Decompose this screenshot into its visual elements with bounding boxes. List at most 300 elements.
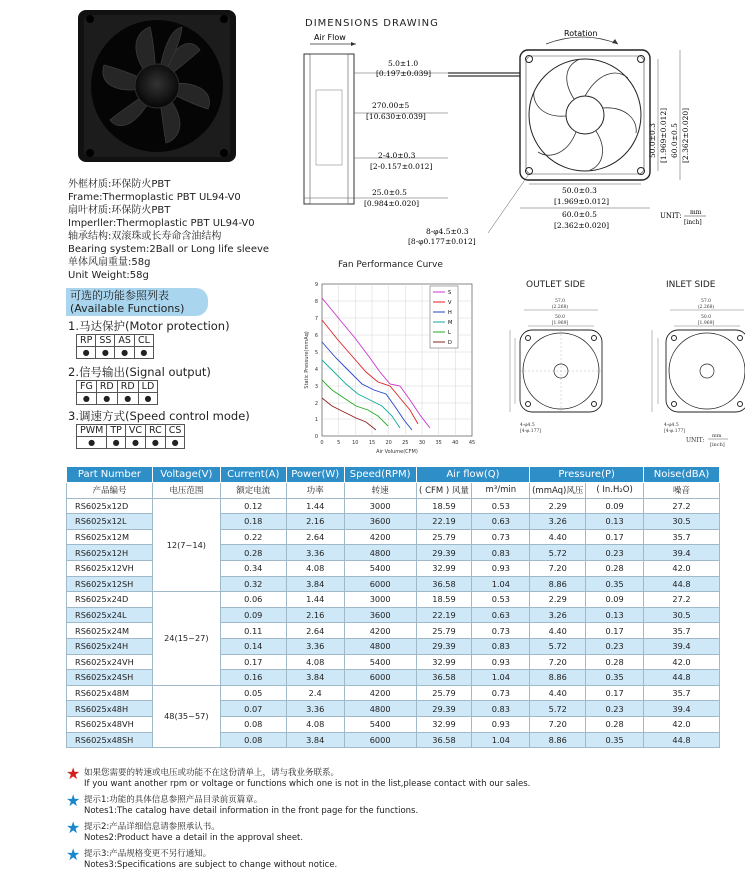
star-icon: ★: [66, 791, 81, 810]
voltage-cell: 48(35~57): [152, 685, 220, 747]
legend-label: V: [448, 300, 452, 306]
table-cell: 35.7: [644, 685, 720, 701]
dot-cell: ●: [146, 437, 166, 449]
table-cell: 18.59: [416, 498, 472, 514]
dim-label: 4-φ4.5: [520, 423, 535, 428]
x-tick: 45: [468, 440, 476, 446]
voltage-cell: 24(15~27): [152, 592, 220, 686]
table-cell: 30.5: [644, 514, 720, 530]
table-cell: 39.4: [644, 638, 720, 654]
table-cell: 0.23: [586, 701, 644, 717]
part-number-cell: RS6025x12H: [67, 545, 153, 561]
table-cell: 1.44: [286, 498, 344, 514]
table-cell: 4800: [344, 638, 416, 654]
spec-line: 单体风扇重量:58g: [68, 257, 151, 268]
table-cell: 1.04: [472, 670, 530, 686]
code-cell: AS: [115, 335, 135, 347]
dim-label: 50.0: [554, 315, 566, 320]
table-cell: 0.17: [586, 529, 644, 545]
functions-title-en: (Available Functions): [70, 302, 185, 315]
table-cell: 0.23: [586, 638, 644, 654]
dim-label: [2.362±0.020]: [554, 221, 610, 230]
dim-label: 2-4.0±0.3: [378, 151, 416, 160]
spec-line: 扇叶材质:环保防火PBT: [68, 205, 171, 216]
code-cell: LD: [138, 381, 158, 393]
table-cell: 0.83: [472, 638, 530, 654]
inlet-side-view: [630, 280, 745, 450]
code-cell: RC: [146, 425, 166, 437]
table-cell: 0.14: [220, 638, 286, 654]
table-cell: 35.7: [644, 623, 720, 639]
unit-label: UNIT:: [686, 437, 705, 444]
table-cell: 4800: [344, 545, 416, 561]
table-cell: 0.09: [586, 592, 644, 608]
note-item: [66, 764, 666, 789]
table-cell: 0.13: [586, 514, 644, 530]
table-cell: 0.28: [586, 716, 644, 732]
table-cell: 4.40: [530, 529, 586, 545]
y-axis-label: Static Pressure(mmAq): [304, 331, 310, 389]
table-cell: 0.53: [472, 592, 530, 608]
table-cell: 36.58: [416, 732, 472, 748]
table-cell: 4800: [344, 701, 416, 717]
dim-label: [8-φ0.177±0.012]: [408, 237, 476, 246]
table-cell: 3.84: [286, 670, 344, 686]
table-cell: 0.83: [472, 701, 530, 717]
note-item: [66, 791, 666, 816]
table-cell: 4200: [344, 685, 416, 701]
code-cell: CS: [165, 425, 185, 437]
table-cell: 25.79: [416, 529, 472, 545]
spec-line: Unit Weight:58g: [68, 270, 149, 281]
table-cell: 0.11: [220, 623, 286, 639]
fan-photo: [70, 5, 245, 170]
x-tick: 10: [352, 440, 359, 446]
table-cell: 2.29: [530, 592, 586, 608]
table-row: [67, 685, 720, 701]
note-en: Notes2:Product have a detail in the approval sheet.: [84, 832, 304, 843]
code-cell: RD: [117, 381, 138, 393]
sub-header: 额定电流: [220, 483, 286, 499]
table-cell: 8.86: [530, 670, 586, 686]
table-cell: 5400: [344, 716, 416, 732]
code-cell: PWM: [77, 425, 107, 437]
dot-cell: ●: [96, 347, 115, 359]
curve-title: Fan Performance Curve: [338, 260, 443, 270]
inlet-title: INLET SIDE: [666, 280, 716, 290]
table-cell: 27.2: [644, 498, 720, 514]
dim-label: (2.268): [551, 305, 569, 310]
table-cell: 6000: [344, 576, 416, 592]
notes-section: [66, 764, 666, 876]
table-cell: 7.20: [530, 560, 586, 576]
table-cell: 3600: [344, 607, 416, 623]
x-tick: 0: [320, 440, 324, 446]
dim-label: [4-φ.177]: [520, 429, 542, 434]
col-header: Part Number: [67, 467, 153, 483]
table-row: [67, 498, 720, 514]
table-cell: 2.29: [530, 498, 586, 514]
y-tick: 0: [314, 434, 318, 440]
star-icon: ★: [66, 818, 81, 837]
table-cell: 4.08: [286, 560, 344, 576]
x-tick: 25: [402, 440, 409, 446]
spec-line: Bearing system:2Ball or Long life sleeve: [68, 244, 270, 255]
legend-label: L: [448, 330, 451, 336]
table-cell: 0.35: [586, 670, 644, 686]
dim-label: 57.0: [700, 299, 712, 304]
table-cell: 6000: [344, 732, 416, 748]
table-cell: 44.8: [644, 576, 720, 592]
table-cell: 5.72: [530, 701, 586, 717]
col-header: Power(W): [286, 467, 344, 483]
table-cell: 1.04: [472, 576, 530, 592]
speed-control-section: [68, 408, 250, 449]
table-cell: 1.44: [286, 592, 344, 608]
code-cell: CL: [134, 335, 153, 347]
note-en: Notes3:Specifications are subject to change without notice.: [84, 859, 338, 870]
section-heading: 2.信号输出(Signal output): [68, 365, 211, 379]
table-cell: 0.93: [472, 654, 530, 670]
part-number-cell: RS6025x12D: [67, 498, 153, 514]
speed-control-codes: [76, 424, 185, 449]
table-cell: 2.4: [286, 685, 344, 701]
table-cell: 5400: [344, 654, 416, 670]
section-heading: 3.调速方式(Speed control mode): [68, 409, 250, 423]
note-cn: 提示3:产品规格变更不另行通知。: [84, 849, 212, 859]
table-cell: 32.99: [416, 560, 472, 576]
table-cell: 0.53: [472, 498, 530, 514]
table-cell: 3600: [344, 514, 416, 530]
sub-header: 电压范围: [152, 483, 220, 499]
legend-label: M: [448, 320, 453, 326]
table-cell: 4.08: [286, 716, 344, 732]
sub-header: ( CFM ) 风量: [416, 483, 472, 499]
table-cell: 36.58: [416, 576, 472, 592]
table-cell: 29.39: [416, 701, 472, 717]
table-cell: 3.26: [530, 607, 586, 623]
table-cell: 5.72: [530, 638, 586, 654]
motor-protection-codes: [76, 334, 154, 359]
table-cell: 4200: [344, 623, 416, 639]
header-row: [67, 467, 720, 483]
functions-title-cn: 可选的功能参照列表: [70, 289, 169, 302]
col-header: Current(A): [220, 467, 286, 483]
dim-label: [1.969±0.012]: [659, 107, 668, 163]
table-cell: 30.5: [644, 607, 720, 623]
table-cell: 0.05: [220, 685, 286, 701]
y-tick: 8: [314, 299, 318, 305]
table-cell: 0.35: [586, 732, 644, 748]
y-tick: 2: [314, 401, 318, 407]
dimensions-title: DIMENSIONS DRAWING: [305, 18, 439, 29]
col-header: Air flow(Q): [416, 467, 530, 483]
part-number-cell: RS6025x24VH: [67, 654, 153, 670]
dim-label: [1.969±0.012]: [554, 197, 610, 206]
legend-label: S: [448, 290, 452, 296]
part-number-cell: RS6025x48M: [67, 685, 153, 701]
motor-protection-section: [68, 318, 230, 359]
x-tick: 30: [418, 440, 426, 446]
part-number-cell: RS6025x12L: [67, 514, 153, 530]
outlet-title: OUTLET SIDE: [526, 280, 586, 290]
sub-header: 功率: [286, 483, 344, 499]
table-cell: 0.28: [220, 545, 286, 561]
sub-header: m³/min: [472, 483, 530, 499]
code-cell: VC: [125, 425, 145, 437]
sub-header: 转速: [344, 483, 416, 499]
table-cell: 3.26: [530, 514, 586, 530]
dim-label: 4-φ4.5: [664, 423, 679, 428]
note-en: If you want another rpm or voltage or functions which one is not in the list,please contact with our sales.: [84, 778, 531, 789]
table-cell: 0.34: [220, 560, 286, 576]
part-number-cell: RS6025x48SH: [67, 732, 153, 748]
y-tick: 1: [314, 417, 318, 423]
x-tick: 15: [368, 440, 376, 446]
table-cell: 6000: [344, 670, 416, 686]
table-cell: 0.12: [220, 498, 286, 514]
air-flow-label: Air Flow: [314, 33, 346, 42]
table-cell: 1.04: [472, 732, 530, 748]
table-cell: 42.0: [644, 560, 720, 576]
table-cell: 0.73: [472, 529, 530, 545]
code-cell: RP: [77, 335, 96, 347]
table-cell: 0.83: [472, 545, 530, 561]
table-cell: 42.0: [644, 654, 720, 670]
col-header: Speed(RPM): [344, 467, 416, 483]
outlet-side-view: [490, 280, 618, 440]
unit-mm: mm: [690, 209, 702, 216]
unit-mm: mm: [712, 433, 722, 439]
table-cell: 0.35: [586, 576, 644, 592]
dot-cell: ●: [77, 393, 97, 405]
table-cell: 3.84: [286, 732, 344, 748]
y-tick: 7: [314, 316, 318, 322]
spec-line: 轴承结构:双滚珠或长寿命含油结构: [68, 231, 222, 242]
table-cell: 0.17: [220, 654, 286, 670]
table-cell: 0.73: [472, 623, 530, 639]
table-cell: 0.09: [220, 607, 286, 623]
col-header: Voltage(V): [152, 467, 220, 483]
table-cell: 0.28: [586, 560, 644, 576]
table-cell: 27.2: [644, 592, 720, 608]
table-cell: 4200: [344, 529, 416, 545]
table-cell: 0.16: [220, 670, 286, 686]
curve-series-line: [322, 398, 376, 430]
dim-label: 25.0±0.5: [372, 188, 407, 197]
x-tick: 5: [337, 440, 341, 446]
section-heading: 1.马达保护(Motor protection): [68, 319, 230, 333]
code-cell: SS: [96, 335, 115, 347]
dim-label: [0.197±0.039]: [376, 69, 432, 78]
table-cell: 39.4: [644, 545, 720, 561]
x-tick: 20: [385, 440, 392, 446]
legend-label: H: [448, 310, 452, 316]
dim-label: [1.969]: [697, 321, 715, 326]
x-tick: 40: [452, 440, 459, 446]
curve-plot: [300, 260, 480, 456]
dot-cell: ●: [77, 347, 96, 359]
note-en: Notes1:The catalog have detail information in the front page for the functions.: [84, 805, 419, 816]
table-cell: 7.20: [530, 716, 586, 732]
dot-cell: ●: [125, 437, 145, 449]
table-cell: 0.06: [220, 592, 286, 608]
unit-inch: [inch]: [684, 219, 702, 226]
y-tick: 9: [314, 282, 318, 288]
note-cn: 提示2:产品详细信息请参照承认书。: [84, 822, 220, 832]
dim-label: (2.268): [697, 305, 715, 310]
part-number-cell: RS6025x24SH: [67, 670, 153, 686]
note-item: [66, 845, 666, 870]
table-cell: 36.58: [416, 670, 472, 686]
table-cell: 44.8: [644, 732, 720, 748]
x-axis-label: Air Volume(CFM): [376, 449, 418, 455]
table-cell: 0.17: [586, 685, 644, 701]
table-cell: 3.84: [286, 576, 344, 592]
part-number-cell: RS6025x24L: [67, 607, 153, 623]
dim-label: 57.0: [554, 299, 566, 304]
table-cell: 0.07: [220, 701, 286, 717]
table-cell: 0.93: [472, 716, 530, 732]
star-icon: ★: [66, 764, 81, 783]
note-item: [66, 818, 666, 843]
table-cell: 22.19: [416, 607, 472, 623]
dim-label: [1.969]: [551, 321, 569, 326]
dim-label: 50.0±0.3: [648, 123, 657, 158]
y-tick: 6: [314, 333, 318, 339]
table-cell: 7.20: [530, 654, 586, 670]
part-number-cell: RS6025x12VH: [67, 560, 153, 576]
table-cell: 44.8: [644, 670, 720, 686]
table-cell: 3.36: [286, 701, 344, 717]
spec-line: Frame:Thermoplastic PBT UL94-V0: [68, 192, 241, 203]
part-number-cell: RS6025x24H: [67, 638, 153, 654]
table-cell: 5400: [344, 560, 416, 576]
table-cell: 0.18: [220, 514, 286, 530]
part-number-cell: RS6025x48H: [67, 701, 153, 717]
dim-label: 60.0±0.5: [562, 210, 597, 219]
table-cell: 3.36: [286, 545, 344, 561]
table-cell: 25.79: [416, 623, 472, 639]
table-cell: 35.7: [644, 529, 720, 545]
curve-series-line: [322, 298, 430, 428]
dim-label: [4-φ.177]: [664, 429, 686, 434]
dim-label: 5.0±1.0: [388, 59, 419, 68]
dimensions-drawing: [298, 28, 745, 250]
table-cell: 32.99: [416, 716, 472, 732]
table-cell: 8.86: [530, 732, 586, 748]
spec-table: [66, 466, 720, 748]
dot-cell: ●: [77, 437, 107, 449]
dim-label: [0.984±0.020]: [364, 199, 420, 208]
col-header: Noise(dBA): [644, 467, 720, 483]
table-cell: 0.63: [472, 607, 530, 623]
dim-label: 50.0±0.3: [562, 186, 597, 195]
table-cell: 22.19: [416, 514, 472, 530]
dot-cell: ●: [117, 393, 138, 405]
table-cell: 0.17: [586, 623, 644, 639]
table-row: [67, 592, 720, 608]
dot-cell: ●: [134, 347, 153, 359]
table-cell: 4.08: [286, 654, 344, 670]
code-cell: TP: [107, 425, 126, 437]
dim-label: [2-0.157±0.012]: [370, 162, 433, 171]
note-cn: 提示1:功能的具体信息参照产品目录前页篇章。: [84, 795, 263, 805]
dot-cell: ●: [115, 347, 135, 359]
table-cell: 0.73: [472, 685, 530, 701]
signal-output-section: [68, 364, 211, 405]
curve-series-line: [322, 360, 400, 428]
dot-cell: ●: [107, 437, 126, 449]
dim-label: 60.0±0.5: [670, 123, 679, 158]
star-icon: ★: [66, 845, 81, 864]
legend-label: D: [448, 340, 452, 346]
table-cell: 39.4: [644, 701, 720, 717]
table-cell: 3000: [344, 592, 416, 608]
dot-cell: ●: [165, 437, 185, 449]
part-number-cell: RS6025x48VH: [67, 716, 153, 732]
table-cell: 8.86: [530, 576, 586, 592]
table-cell: 29.39: [416, 545, 472, 561]
sub-header: 产品编号: [67, 483, 153, 499]
col-header: Pressure(P): [530, 467, 644, 483]
table-cell: 0.93: [472, 560, 530, 576]
table-cell: 0.32: [220, 576, 286, 592]
part-number-cell: RS6025x24D: [67, 592, 153, 608]
table-cell: 18.59: [416, 592, 472, 608]
code-cell: RD: [96, 381, 117, 393]
table-cell: 32.99: [416, 654, 472, 670]
dim-label: [10.630±0.039]: [366, 112, 426, 121]
unit-inch: [inch]: [710, 442, 725, 448]
sub-header: (mmAq)风压: [530, 483, 586, 499]
table-cell: 3.36: [286, 638, 344, 654]
unit-label: UNIT:: [660, 212, 682, 220]
dot-cell: ●: [138, 393, 158, 405]
table-cell: 42.0: [644, 716, 720, 732]
performance-curve: [300, 260, 480, 456]
table-cell: 0.22: [220, 529, 286, 545]
table-cell: 2.16: [286, 514, 344, 530]
table-cell: 0.08: [220, 716, 286, 732]
table-cell: 0.13: [586, 607, 644, 623]
y-tick: 3: [314, 384, 318, 390]
table-cell: 0.28: [586, 654, 644, 670]
table-cell: 0.08: [220, 732, 286, 748]
table-cell: 3000: [344, 498, 416, 514]
spec-line: Imperller:Thermoplastic PBT UL94-V0: [68, 218, 255, 229]
x-tick: 35: [435, 440, 442, 446]
dot-cell: ●: [96, 393, 117, 405]
subheader-row: [67, 483, 720, 499]
y-tick: 4: [314, 367, 318, 373]
part-number-cell: RS6025x12SH: [67, 576, 153, 592]
signal-output-codes: [76, 380, 158, 405]
table-cell: 4.40: [530, 623, 586, 639]
functions-title: [66, 288, 208, 316]
table-cell: 2.64: [286, 623, 344, 639]
sub-header: ( In.H₂O): [586, 483, 644, 499]
table-cell: 29.39: [416, 638, 472, 654]
table-cell: 2.64: [286, 529, 344, 545]
dim-label: 8-φ4.5±0.3: [426, 227, 469, 236]
sub-header: 噪音: [644, 483, 720, 499]
table-cell: 5.72: [530, 545, 586, 561]
dim-label: 270.00±5: [372, 101, 410, 110]
code-cell: FG: [77, 381, 97, 393]
y-tick: 5: [314, 350, 318, 356]
rotation-label: Rotation: [564, 29, 598, 38]
